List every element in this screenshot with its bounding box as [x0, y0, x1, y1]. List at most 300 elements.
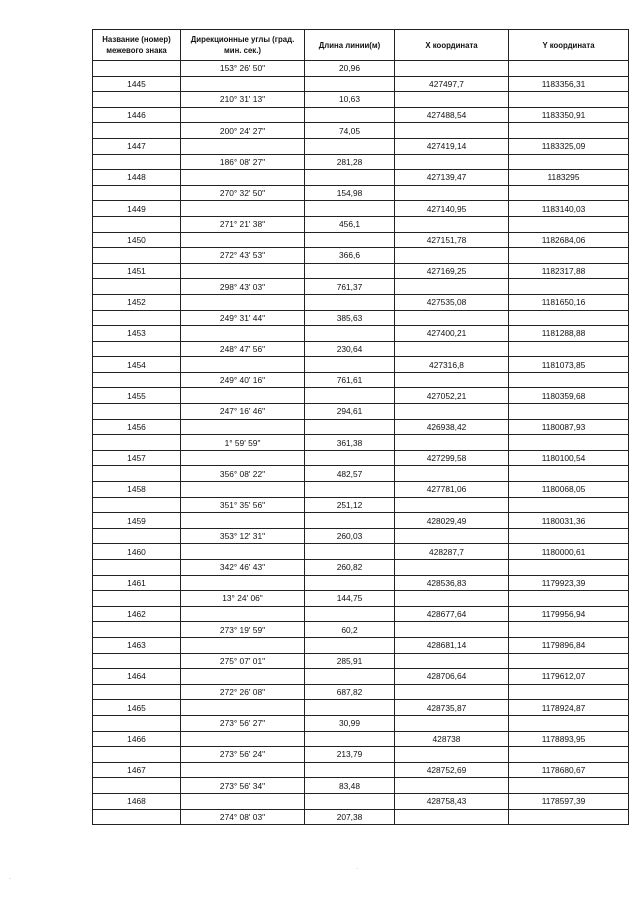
empty-cell	[181, 170, 305, 186]
empty-cell	[395, 61, 509, 77]
segment-row	[93, 216, 629, 232]
direction-angle-cell: 13° 24' 06"	[181, 591, 305, 607]
empty-cell	[509, 715, 629, 731]
point-name-cell: 1454	[93, 357, 181, 373]
segment-row	[93, 560, 629, 576]
point-name-cell: 1451	[93, 263, 181, 279]
x-coordinate-cell: 427535,08	[395, 294, 509, 310]
point-name-cell: 1467	[93, 762, 181, 778]
x-coordinate-cell: 427497,7	[395, 76, 509, 92]
y-coordinate-cell: 1181288,88	[509, 326, 629, 342]
empty-cell	[509, 248, 629, 264]
empty-cell	[509, 778, 629, 794]
empty-cell	[509, 560, 629, 576]
y-coordinate-cell: 1183356,31	[509, 76, 629, 92]
empty-cell	[509, 185, 629, 201]
empty-cell	[181, 606, 305, 622]
line-length-cell: 74,05	[305, 123, 395, 139]
x-coordinate-cell: 427151,78	[395, 232, 509, 248]
empty-cell	[509, 341, 629, 357]
direction-angle-cell: 1° 59' 59"	[181, 435, 305, 451]
line-length-cell: 260,82	[305, 560, 395, 576]
empty-cell	[181, 450, 305, 466]
direction-angle-cell: 247° 16' 46"	[181, 404, 305, 420]
direction-angle-cell: 342° 46' 43"	[181, 560, 305, 576]
y-coordinate-cell: 1179956,94	[509, 606, 629, 622]
point-row	[93, 762, 629, 778]
empty-cell	[395, 216, 509, 232]
segment-row	[93, 809, 629, 825]
empty-cell	[509, 279, 629, 295]
point-row	[93, 232, 629, 248]
empty-cell	[93, 684, 181, 700]
direction-angle-cell: 273° 56' 24"	[181, 747, 305, 763]
empty-cell	[181, 201, 305, 217]
y-coordinate-cell: 1178597,39	[509, 793, 629, 809]
y-coordinate-cell: 1182317,88	[509, 263, 629, 279]
direction-angle-cell: 353° 12' 31"	[181, 528, 305, 544]
line-length-cell: 761,61	[305, 372, 395, 388]
empty-cell	[93, 216, 181, 232]
empty-cell	[93, 123, 181, 139]
y-coordinate-cell: 1183295	[509, 170, 629, 186]
x-coordinate-cell: 426938,42	[395, 419, 509, 435]
empty-cell	[395, 404, 509, 420]
empty-cell	[395, 372, 509, 388]
empty-cell	[509, 497, 629, 513]
point-name-cell: 1468	[93, 793, 181, 809]
empty-cell	[305, 170, 395, 186]
y-coordinate-cell: 1180000,61	[509, 544, 629, 560]
empty-cell	[509, 404, 629, 420]
empty-cell	[305, 575, 395, 591]
empty-cell	[181, 762, 305, 778]
empty-cell	[181, 793, 305, 809]
empty-cell	[305, 513, 395, 529]
line-length-cell: 761,37	[305, 279, 395, 295]
x-coordinate-cell: 428706,64	[395, 669, 509, 685]
empty-cell	[509, 466, 629, 482]
segment-row	[93, 715, 629, 731]
point-name-cell: 1459	[93, 513, 181, 529]
point-name-cell: 1466	[93, 731, 181, 747]
line-length-cell: 30,99	[305, 715, 395, 731]
x-coordinate-cell: 427169,25	[395, 263, 509, 279]
y-coordinate-cell: 1180087,93	[509, 419, 629, 435]
empty-cell	[93, 404, 181, 420]
empty-cell	[509, 216, 629, 232]
point-name-cell: 1448	[93, 170, 181, 186]
empty-cell	[181, 76, 305, 92]
line-length-cell: 60,2	[305, 622, 395, 638]
empty-cell	[395, 622, 509, 638]
empty-cell	[395, 435, 509, 451]
empty-cell	[305, 107, 395, 123]
direction-angle-cell: 273° 56' 27"	[181, 715, 305, 731]
direction-angle-cell: 273° 56' 34"	[181, 778, 305, 794]
segment-row	[93, 497, 629, 513]
empty-cell	[93, 185, 181, 201]
empty-cell	[395, 560, 509, 576]
direction-angle-cell: 200° 24' 27"	[181, 123, 305, 139]
segment-row	[93, 778, 629, 794]
empty-cell	[509, 653, 629, 669]
point-row	[93, 263, 629, 279]
empty-cell	[305, 263, 395, 279]
empty-cell	[93, 622, 181, 638]
x-coordinate-cell: 428287,7	[395, 544, 509, 560]
empty-cell	[93, 809, 181, 825]
empty-cell	[305, 700, 395, 716]
point-row	[93, 606, 629, 622]
direction-angle-cell: 249° 40' 16"	[181, 372, 305, 388]
empty-cell	[305, 637, 395, 653]
empty-cell	[93, 560, 181, 576]
y-coordinate-cell: 1180359,68	[509, 388, 629, 404]
empty-cell	[93, 466, 181, 482]
x-coordinate-cell: 427419,14	[395, 138, 509, 154]
empty-cell	[93, 279, 181, 295]
segment-row	[93, 310, 629, 326]
point-name-cell: 1455	[93, 388, 181, 404]
empty-cell	[181, 107, 305, 123]
direction-angle-cell: 272° 43' 53"	[181, 248, 305, 264]
empty-cell	[93, 528, 181, 544]
point-row	[93, 700, 629, 716]
empty-cell	[305, 138, 395, 154]
point-name-cell: 1447	[93, 138, 181, 154]
table-header-row	[93, 30, 629, 61]
empty-cell	[181, 294, 305, 310]
direction-angle-cell: 248° 47' 56"	[181, 341, 305, 357]
direction-angle-cell: 351° 35' 56"	[181, 497, 305, 513]
segment-row	[93, 341, 629, 357]
x-coordinate-cell: 428677,64	[395, 606, 509, 622]
scan-mark: ·	[356, 866, 358, 872]
segment-row	[93, 591, 629, 607]
point-row	[93, 637, 629, 653]
segment-row	[93, 92, 629, 108]
empty-cell	[395, 528, 509, 544]
empty-cell	[305, 326, 395, 342]
point-name-cell: 1453	[93, 326, 181, 342]
line-length-cell: 251,12	[305, 497, 395, 513]
line-length-cell: 456,1	[305, 216, 395, 232]
direction-angle-cell: 273° 19' 59"	[181, 622, 305, 638]
direction-angle-cell: 153° 26' 50"	[181, 61, 305, 77]
empty-cell	[305, 669, 395, 685]
y-coordinate-cell: 1179612,07	[509, 669, 629, 685]
empty-cell	[509, 92, 629, 108]
line-length-cell: 281,28	[305, 154, 395, 170]
line-length-cell: 687,82	[305, 684, 395, 700]
point-row	[93, 107, 629, 123]
empty-cell	[509, 622, 629, 638]
point-row	[93, 201, 629, 217]
empty-cell	[181, 326, 305, 342]
point-row	[93, 731, 629, 747]
point-name-cell: 1445	[93, 76, 181, 92]
empty-cell	[93, 778, 181, 794]
point-name-cell: 1452	[93, 294, 181, 310]
x-coordinate-cell: 428536,83	[395, 575, 509, 591]
segment-row	[93, 185, 629, 201]
line-length-cell: 366,6	[305, 248, 395, 264]
empty-cell	[305, 76, 395, 92]
line-length-cell: 154,98	[305, 185, 395, 201]
empty-cell	[181, 700, 305, 716]
segment-row	[93, 653, 629, 669]
empty-cell	[305, 232, 395, 248]
empty-cell	[395, 809, 509, 825]
empty-cell	[93, 747, 181, 763]
empty-cell	[305, 793, 395, 809]
empty-cell	[509, 123, 629, 139]
empty-cell	[181, 263, 305, 279]
point-name-cell: 1460	[93, 544, 181, 560]
direction-angle-cell: 272° 26' 08"	[181, 684, 305, 700]
empty-cell	[395, 591, 509, 607]
point-row	[93, 170, 629, 186]
direction-angle-cell: 275° 07' 01"	[181, 653, 305, 669]
y-coordinate-cell: 1178680,67	[509, 762, 629, 778]
empty-cell	[395, 715, 509, 731]
empty-cell	[305, 201, 395, 217]
empty-cell	[395, 778, 509, 794]
empty-cell	[509, 528, 629, 544]
line-length-cell: 260,03	[305, 528, 395, 544]
header-y-coordinate: Y координата	[509, 30, 629, 61]
empty-cell	[93, 435, 181, 451]
direction-angle-cell: 356° 08' 22"	[181, 466, 305, 482]
x-coordinate-cell: 428029,49	[395, 513, 509, 529]
y-coordinate-cell: 1182684,06	[509, 232, 629, 248]
direction-angle-cell: 274° 08' 03"	[181, 809, 305, 825]
point-row	[93, 482, 629, 498]
point-row	[93, 669, 629, 685]
point-name-cell: 1446	[93, 107, 181, 123]
header-line-length: Длина линии(м)	[305, 30, 395, 61]
empty-cell	[395, 154, 509, 170]
line-length-cell: 207,38	[305, 809, 395, 825]
empty-cell	[305, 419, 395, 435]
segment-row	[93, 622, 629, 638]
point-name-cell: 1456	[93, 419, 181, 435]
x-coordinate-cell: 427139,47	[395, 170, 509, 186]
empty-cell	[509, 310, 629, 326]
y-coordinate-cell: 1181073,85	[509, 357, 629, 373]
empty-cell	[181, 138, 305, 154]
line-length-cell: 482,57	[305, 466, 395, 482]
point-name-cell: 1465	[93, 700, 181, 716]
y-coordinate-cell: 1180100,54	[509, 450, 629, 466]
point-name-cell: 1461	[93, 575, 181, 591]
empty-cell	[181, 357, 305, 373]
empty-cell	[395, 92, 509, 108]
point-name-cell: 1458	[93, 482, 181, 498]
empty-cell	[305, 357, 395, 373]
empty-cell	[181, 388, 305, 404]
point-row	[93, 544, 629, 560]
empty-cell	[181, 731, 305, 747]
empty-cell	[509, 809, 629, 825]
y-coordinate-cell: 1180031,36	[509, 513, 629, 529]
empty-cell	[181, 575, 305, 591]
empty-cell	[395, 123, 509, 139]
point-row	[93, 419, 629, 435]
line-length-cell: 230,64	[305, 341, 395, 357]
x-coordinate-cell: 428738	[395, 731, 509, 747]
point-name-cell: 1464	[93, 669, 181, 685]
segment-row	[93, 435, 629, 451]
y-coordinate-cell: 1183325,09	[509, 138, 629, 154]
empty-cell	[181, 482, 305, 498]
line-length-cell: 361,38	[305, 435, 395, 451]
segment-row	[93, 528, 629, 544]
empty-cell	[93, 61, 181, 77]
line-length-cell: 10,63	[305, 92, 395, 108]
y-coordinate-cell: 1178924,87	[509, 700, 629, 716]
line-length-cell: 20,96	[305, 61, 395, 77]
empty-cell	[509, 61, 629, 77]
direction-angle-cell: 210° 31' 13"	[181, 92, 305, 108]
empty-cell	[93, 591, 181, 607]
y-coordinate-cell: 1183140,03	[509, 201, 629, 217]
empty-cell	[305, 450, 395, 466]
y-coordinate-cell: 1179896,84	[509, 637, 629, 653]
empty-cell	[305, 482, 395, 498]
x-coordinate-cell: 427488,54	[395, 107, 509, 123]
empty-cell	[509, 435, 629, 451]
segment-row	[93, 154, 629, 170]
point-row	[93, 138, 629, 154]
point-name-cell: 1457	[93, 450, 181, 466]
point-row	[93, 388, 629, 404]
point-name-cell: 1449	[93, 201, 181, 217]
empty-cell	[93, 92, 181, 108]
x-coordinate-cell: 427781,06	[395, 482, 509, 498]
y-coordinate-cell: 1179923,39	[509, 575, 629, 591]
empty-cell	[93, 310, 181, 326]
empty-cell	[305, 606, 395, 622]
y-coordinate-cell: 1181650,16	[509, 294, 629, 310]
empty-cell	[395, 279, 509, 295]
line-length-cell: 285,91	[305, 653, 395, 669]
x-coordinate-cell: 427316,8	[395, 357, 509, 373]
point-row	[93, 357, 629, 373]
coordinates-table	[92, 29, 629, 825]
direction-angle-cell: 270° 32' 50"	[181, 185, 305, 201]
line-length-cell: 385,63	[305, 310, 395, 326]
empty-cell	[181, 513, 305, 529]
direction-angle-cell: 186° 08' 27"	[181, 154, 305, 170]
point-row	[93, 326, 629, 342]
empty-cell	[305, 731, 395, 747]
segment-row	[93, 123, 629, 139]
empty-cell	[509, 684, 629, 700]
x-coordinate-cell: 428758,43	[395, 793, 509, 809]
x-coordinate-cell: 427400,21	[395, 326, 509, 342]
x-coordinate-cell: 428752,69	[395, 762, 509, 778]
empty-cell	[305, 388, 395, 404]
empty-cell	[395, 310, 509, 326]
point-row	[93, 513, 629, 529]
x-coordinate-cell: 428735,87	[395, 700, 509, 716]
point-row	[93, 575, 629, 591]
empty-cell	[93, 497, 181, 513]
empty-cell	[395, 466, 509, 482]
empty-cell	[509, 372, 629, 388]
empty-cell	[181, 419, 305, 435]
empty-cell	[93, 341, 181, 357]
line-length-cell: 83,48	[305, 778, 395, 794]
x-coordinate-cell: 428681,14	[395, 637, 509, 653]
empty-cell	[93, 653, 181, 669]
direction-angle-cell: 298° 43' 03"	[181, 279, 305, 295]
line-length-cell: 144,75	[305, 591, 395, 607]
segment-row	[93, 372, 629, 388]
header-point-name: Название (номер) межевого знака	[93, 30, 181, 61]
empty-cell	[305, 294, 395, 310]
point-name-cell: 1450	[93, 232, 181, 248]
header-x-coordinate: X координата	[395, 30, 509, 61]
segment-row	[93, 404, 629, 420]
line-length-cell: 213,79	[305, 747, 395, 763]
x-coordinate-cell: 427140,95	[395, 201, 509, 217]
x-coordinate-cell: 427052,21	[395, 388, 509, 404]
empty-cell	[395, 684, 509, 700]
x-coordinate-cell: 427299,58	[395, 450, 509, 466]
point-name-cell: 1463	[93, 637, 181, 653]
empty-cell	[181, 669, 305, 685]
header-direction-angle: Дирекционные углы (град. мин. сек.)	[181, 30, 305, 61]
empty-cell	[395, 747, 509, 763]
direction-angle-cell: 249° 31' 44"	[181, 310, 305, 326]
empty-cell	[395, 653, 509, 669]
line-length-cell: 294,61	[305, 404, 395, 420]
direction-angle-cell: 271° 21' 38"	[181, 216, 305, 232]
segment-row	[93, 684, 629, 700]
point-row	[93, 76, 629, 92]
point-row	[93, 294, 629, 310]
segment-row	[93, 747, 629, 763]
empty-cell	[305, 762, 395, 778]
table-body	[93, 61, 629, 825]
empty-cell	[305, 544, 395, 560]
empty-cell	[181, 637, 305, 653]
scan-mark: ·	[9, 876, 11, 882]
empty-cell	[395, 248, 509, 264]
empty-cell	[181, 544, 305, 560]
y-coordinate-cell: 1183350,91	[509, 107, 629, 123]
empty-cell	[93, 154, 181, 170]
empty-cell	[93, 372, 181, 388]
segment-row	[93, 279, 629, 295]
empty-cell	[509, 747, 629, 763]
point-row	[93, 450, 629, 466]
y-coordinate-cell: 1180068,05	[509, 482, 629, 498]
empty-cell	[509, 591, 629, 607]
empty-cell	[395, 497, 509, 513]
empty-cell	[93, 248, 181, 264]
empty-cell	[509, 154, 629, 170]
y-coordinate-cell: 1178893,95	[509, 731, 629, 747]
segment-row	[93, 466, 629, 482]
empty-cell	[93, 715, 181, 731]
point-row	[93, 793, 629, 809]
empty-cell	[181, 232, 305, 248]
empty-cell	[395, 185, 509, 201]
